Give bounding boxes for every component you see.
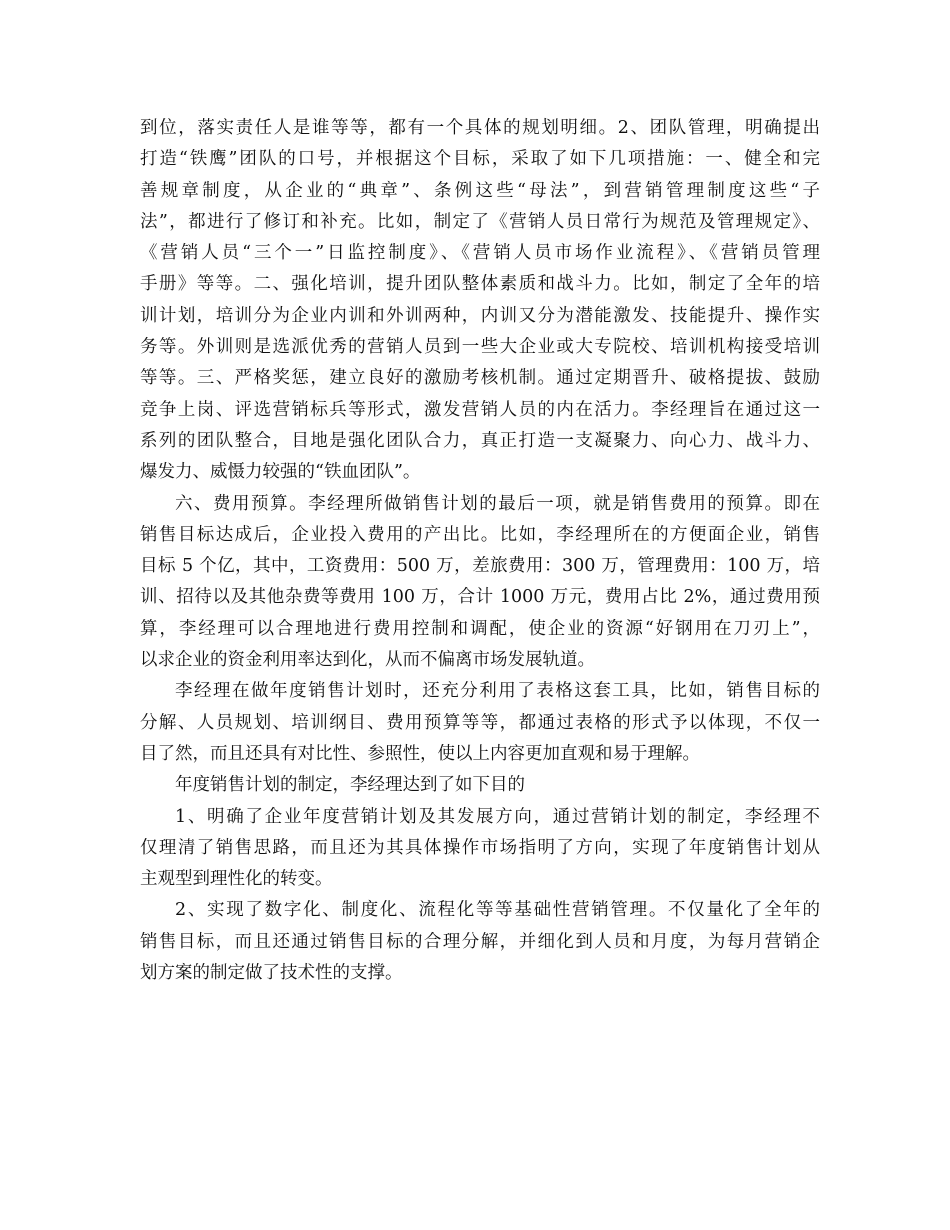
text-line: 爆发力、威慑力较强的“铁血团队”。 bbox=[140, 462, 421, 483]
text-line: 善规章制度，从企业的“典章”、条例这些“母法”，到营销管理制度这些“子 bbox=[140, 180, 820, 201]
text-line: 以求企业的资金利用率达到化，从而不偏离市场发展轨道。 bbox=[140, 650, 595, 671]
text-line: 算，李经理可以合理地进行费用控制和调配，使企业的资源“好钢用在刀刃上”， bbox=[140, 618, 820, 639]
text-line: 《营销人员“三个一”日监控制度》、《营销人员市场作业流程》、《营销员管理 bbox=[140, 243, 820, 264]
text-line: 划方案的制定做了技术性的支撑。 bbox=[140, 963, 403, 984]
text-line: 2、实现了数字化、制度化、流程化等等基础性营销管理。不仅量化了全年的 bbox=[175, 900, 820, 921]
text-line: 训计划，培训分为企业内训和外训两种，内训又分为潜能激发、技能提升、操作实 bbox=[140, 305, 820, 326]
text-line: 训、招待以及其他杂费等费用 100 万，合计 1000 万元，费用占比 2%，通过费用预 bbox=[140, 587, 820, 608]
text-line: 年度销售计划的制定，李经理达到了如下目的 bbox=[175, 775, 525, 796]
text-line: 销售目标，而且还通过销售目标的合理分解，并细化到人员和月度，为每月营销企 bbox=[140, 931, 820, 952]
text-line: 等等。三、严格奖惩，建立良好的激励考核机制。通过定期晋升、破格提拔、鼓励 bbox=[140, 368, 820, 389]
text-line: 目标 5 个亿，其中，工资费用：500 万，差旅费用：300 万，管理费用：100 万，培 bbox=[140, 556, 820, 577]
text-line: 1、明确了企业年度营销计划及其发展方向，通过营销计划的制定，李经理不 bbox=[175, 806, 820, 827]
text-line: 到位，落实责任人是谁等等，都有一个具体的规划明细。2、团队管理，明确提出 bbox=[140, 118, 820, 138]
text-line: 竞争上岗、评选营销标兵等形式，激发营销人员的内在活力。李经理旨在通过这一 bbox=[140, 399, 820, 420]
text-line: 务等。外训则是选派优秀的营销人员到一些大企业或大专院校、培训机构接受培训 bbox=[140, 337, 820, 358]
text-line: 手册》等等。二、强化培训，提升团队整体素质和战斗力。比如，制定了全年的培 bbox=[140, 274, 820, 295]
text-line: 系列的团队整合，目地是强化团队合力，真正打造一支凝聚力、向心力、战斗力、 bbox=[140, 430, 820, 451]
text-line: 法”，都进行了修订和补充。比如，制定了《营销人员日常行为规范及管理规定》、 bbox=[140, 211, 820, 232]
document-body bbox=[140, 113, 820, 989]
text-line: 六、费用预算。李经理所做销售计划的最后一项，就是销售费用的预算。即在 bbox=[175, 493, 820, 514]
text-line: 仅理清了销售思路，而且还为其具体操作市场指明了方向，实现了年度销售计划从 bbox=[140, 837, 820, 858]
text-line: 分解、人员规划、培训纲目、费用预算等等，都通过表格的形式予以体现，不仅一 bbox=[140, 712, 820, 733]
text-line: 主观型到理性化的转变。 bbox=[140, 869, 333, 890]
text-line: 李经理在做年度销售计划时，还充分利用了表格这套工具，比如，销售目标的 bbox=[175, 681, 820, 702]
text-line: 打造“铁鹰”团队的口号，并根据这个目标，采取了如下几项措施：一、健全和完 bbox=[140, 149, 820, 170]
text-line: 销售目标达成后，企业投入费用的产出比。比如，李经理所在的方便面企业，销售 bbox=[140, 524, 820, 545]
text-line: 目了然，而且还具有对比性、参照性，使以上内容更加直观和易于理解。 bbox=[140, 743, 700, 764]
